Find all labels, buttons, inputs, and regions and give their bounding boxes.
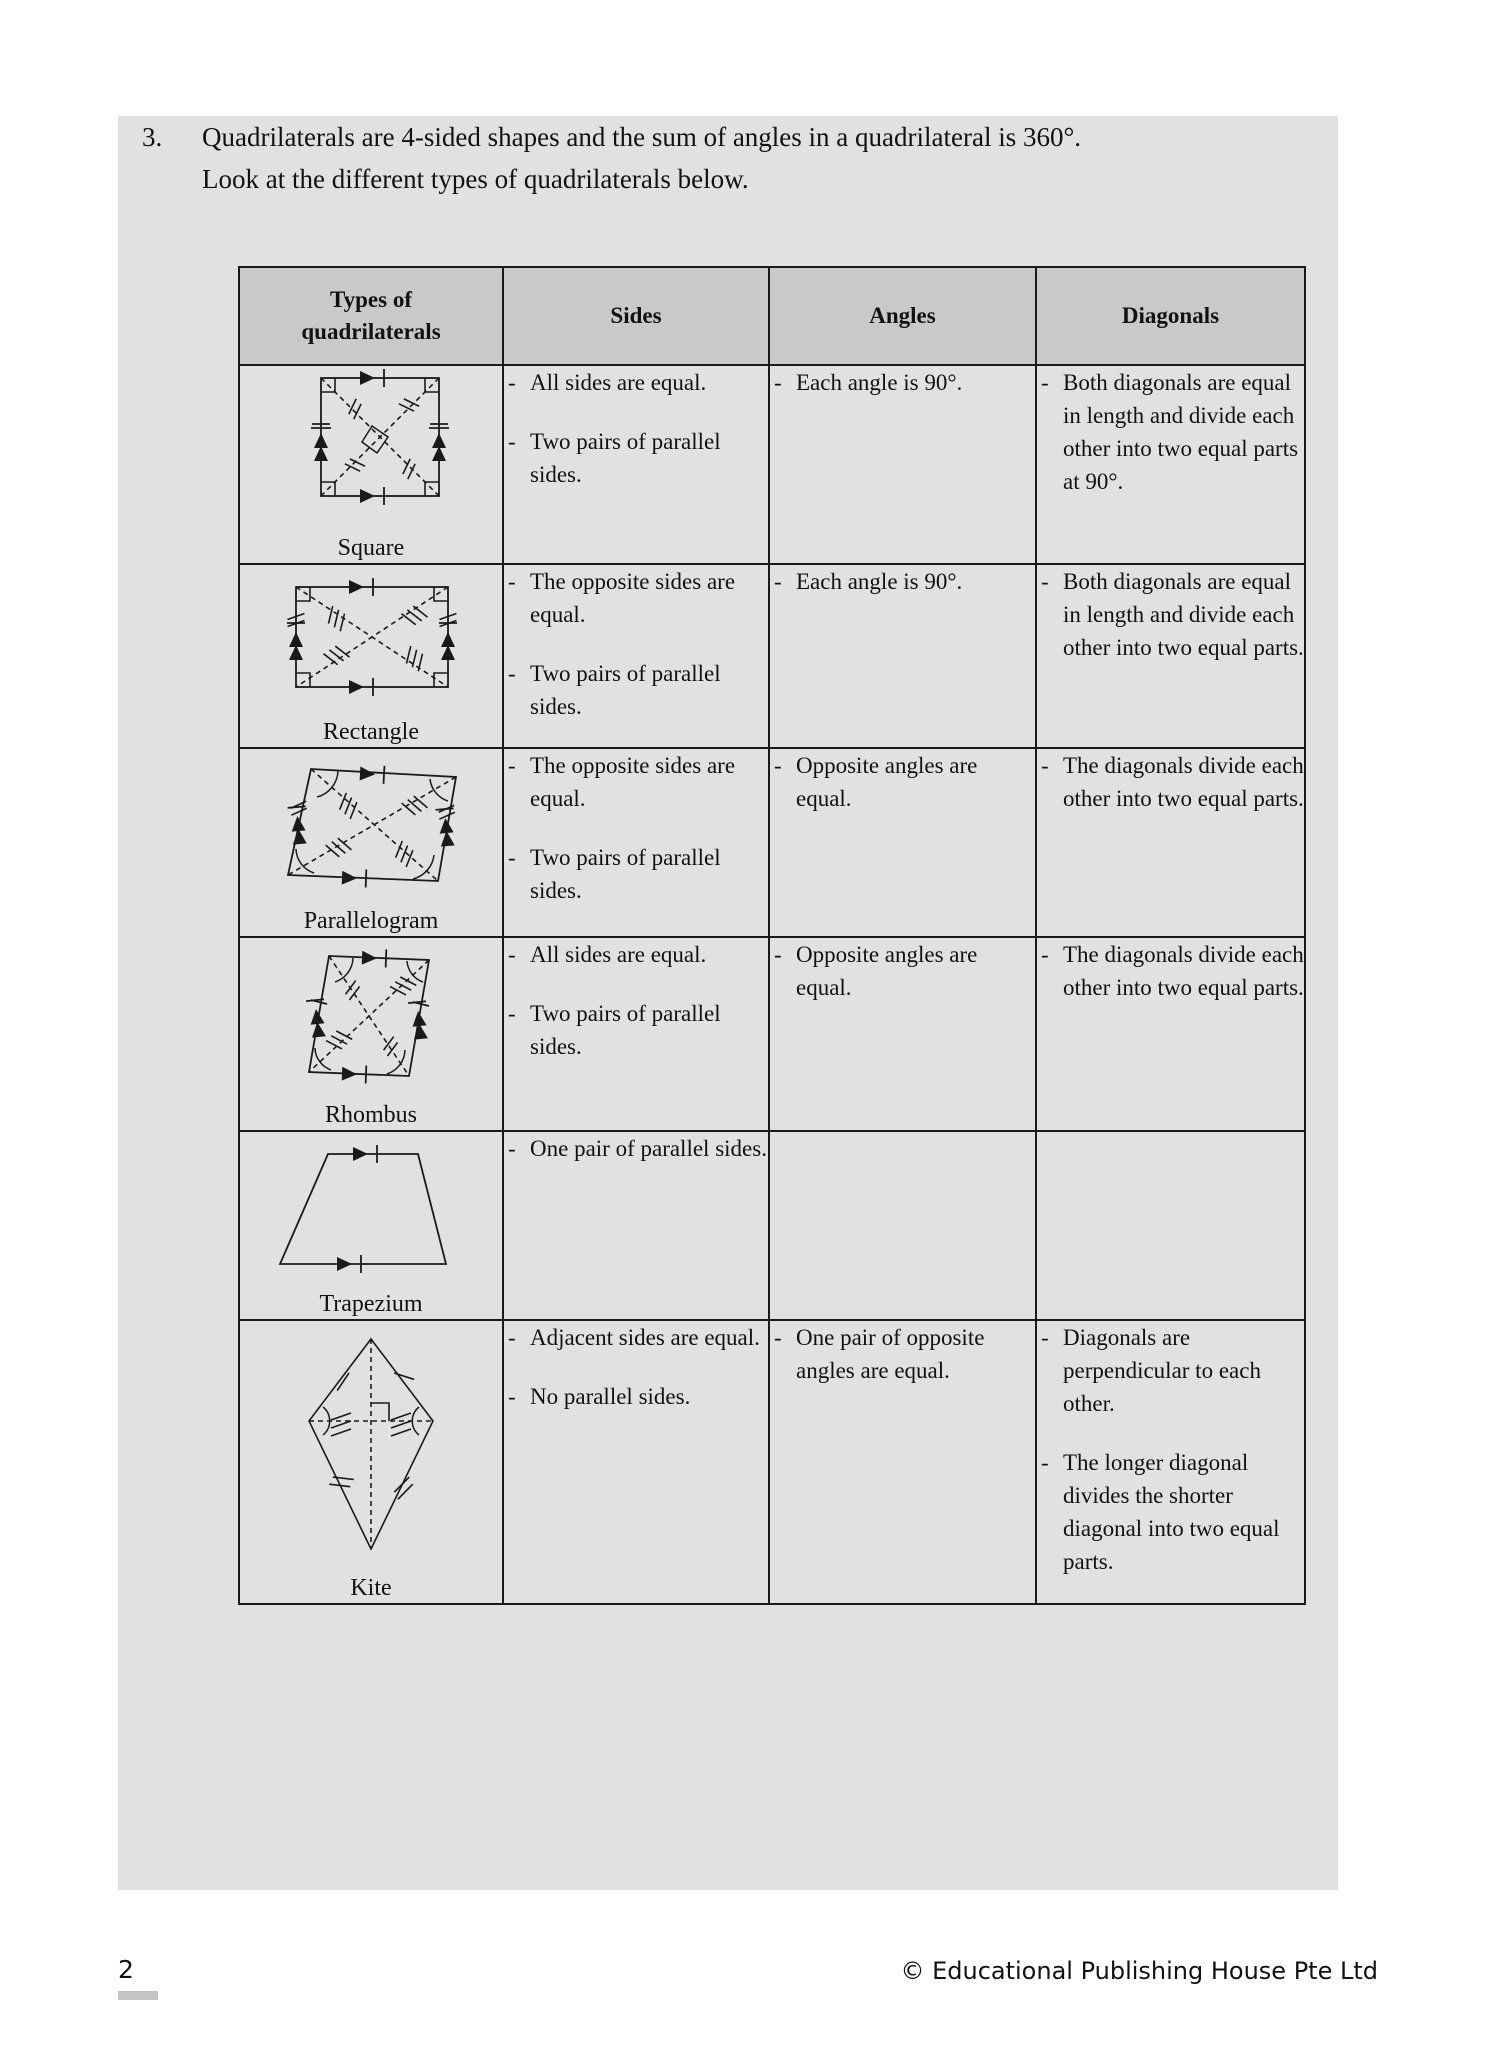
diagonals-list <box>1037 565 1304 664</box>
bullet-dash: - <box>1041 569 1049 594</box>
rectangle-diagram <box>240 565 502 715</box>
bullet-dash: - <box>1041 1450 1049 1475</box>
cell-sides <box>503 937 769 1131</box>
sides-item-text: One pair of parallel sides. <box>530 1136 767 1161</box>
sides-item-text: No parallel sides. <box>530 1384 691 1409</box>
column-header-types <box>239 267 503 365</box>
diagonals-item-text: Both diagonals are equal in length and divide each other into two equal parts. <box>1063 569 1304 660</box>
sides-list <box>504 1132 768 1165</box>
angles-item-text: Each angle is 90°. <box>796 569 963 594</box>
diagonals-item <box>1037 1321 1304 1420</box>
question-block <box>118 116 1338 200</box>
bullet-dash: - <box>1041 942 1049 967</box>
cell-diagonals <box>1036 1131 1305 1320</box>
angles-list <box>770 366 1035 399</box>
sides-item <box>504 997 768 1063</box>
cell-angles <box>769 1131 1036 1320</box>
bullet-dash: - <box>508 1001 516 1026</box>
cell-shape <box>239 1320 503 1604</box>
quadrilaterals-table <box>238 266 1306 1605</box>
column-header-types-line2: quadrilaterals <box>301 319 441 344</box>
bullet-dash: - <box>1041 370 1049 395</box>
sides-item <box>504 565 768 631</box>
angles-item-text: Opposite angles are equal. <box>796 753 978 811</box>
cell-shape <box>239 748 503 937</box>
sides-item <box>504 366 768 399</box>
cell-shape <box>239 937 503 1131</box>
diagonals-list <box>1037 366 1304 498</box>
sides-item-text: The opposite sides are equal. <box>530 569 736 627</box>
bullet-dash: - <box>774 753 782 778</box>
sides-item-text: Two pairs of parallel sides. <box>530 429 721 487</box>
cell-angles <box>769 937 1036 1131</box>
sides-item <box>504 425 768 491</box>
cell-sides <box>503 365 769 564</box>
cell-sides <box>503 748 769 937</box>
angles-item-text: One pair of opposite angles are equal. <box>796 1325 985 1383</box>
angles-item <box>770 938 1035 1004</box>
cell-diagonals <box>1036 1320 1305 1604</box>
question-text <box>202 116 1081 200</box>
shape-label: Trapezium <box>319 1291 423 1317</box>
sides-item-text: Two pairs of parallel sides. <box>530 1001 721 1059</box>
sides-item-text: Adjacent sides are equal. <box>530 1325 760 1350</box>
bullet-dash: - <box>774 1325 782 1350</box>
bullet-dash: - <box>508 429 516 454</box>
bullet-dash: - <box>508 1136 516 1161</box>
table-body <box>239 365 1305 1604</box>
bullet-dash: - <box>508 1325 516 1350</box>
sides-item-text: The opposite sides are equal. <box>530 753 736 811</box>
bullet-dash: - <box>1041 753 1049 778</box>
angles-list <box>770 749 1035 815</box>
cell-angles <box>769 365 1036 564</box>
diagonals-list <box>1037 749 1304 815</box>
angles-item-text: Each angle is 90°. <box>796 370 963 395</box>
sides-list <box>504 749 768 907</box>
cell-angles <box>769 748 1036 937</box>
shape-label: Rhombus <box>324 1102 417 1128</box>
cell-diagonals <box>1036 748 1305 937</box>
angles-item <box>770 565 1035 598</box>
question-number: 3. <box>142 122 163 152</box>
shape-label: Parallelogram <box>303 908 439 934</box>
question-line-1: Quadrilaterals are 4-sided shapes and the sum of angles in a quadrilateral is 360°. <box>202 122 1082 152</box>
page-footer <box>118 1955 1378 2015</box>
cell-shape <box>239 564 503 748</box>
page-number-underline <box>118 1991 158 2000</box>
diagonals-item <box>1037 1446 1304 1578</box>
sides-item <box>504 1132 768 1165</box>
worksheet-page <box>118 116 1338 1890</box>
angles-item <box>770 366 1035 399</box>
shape-label: Kite <box>350 1575 392 1601</box>
table-row <box>239 1320 1305 1604</box>
bullet-dash: - <box>1041 1325 1049 1350</box>
diagonals-list <box>1037 1321 1304 1578</box>
diagonals-item <box>1037 749 1304 815</box>
sides-item-text: Two pairs of parallel sides. <box>530 661 721 719</box>
angles-list <box>770 1321 1035 1387</box>
cell-sides <box>503 1320 769 1604</box>
sides-item <box>504 1321 768 1354</box>
sides-item-text: All sides are equal. <box>530 942 707 967</box>
parallelogram-diagram <box>240 749 502 904</box>
bullet-dash: - <box>774 569 782 594</box>
shape-label: Rectangle <box>323 719 419 745</box>
column-header-diagonals: Diagonals <box>1036 267 1305 365</box>
sides-item <box>504 749 768 815</box>
diagonals-item <box>1037 565 1304 664</box>
column-header-types-line1: Types of <box>330 287 412 312</box>
sides-list <box>504 565 768 723</box>
sides-item <box>504 841 768 907</box>
sides-item <box>504 657 768 723</box>
cell-diagonals <box>1036 937 1305 1131</box>
angles-list <box>770 938 1035 1004</box>
bullet-dash: - <box>774 942 782 967</box>
shape-label: Square <box>337 535 405 561</box>
cell-sides <box>503 1131 769 1320</box>
copyright-notice: © Educational Publishing House Pte Ltd <box>900 1957 1378 1985</box>
diagonals-item-text: The longer diagonal divides the shorter diagonal into two equal parts. <box>1063 1450 1280 1574</box>
question-line-2: Look at the different types of quadrilaterals below. <box>202 164 749 194</box>
table-row <box>239 564 1305 748</box>
table-row <box>239 1131 1305 1320</box>
sides-item <box>504 938 768 971</box>
table-row <box>239 937 1305 1131</box>
diagonals-item <box>1037 938 1304 1004</box>
sides-item-text: All sides are equal. <box>530 370 707 395</box>
angles-list <box>770 565 1035 598</box>
column-header-angles: Angles <box>769 267 1036 365</box>
column-header-sides: Sides <box>503 267 769 365</box>
bullet-dash: - <box>508 1384 516 1409</box>
trapezium-diagram <box>240 1132 502 1287</box>
cell-angles <box>769 564 1036 748</box>
cell-diagonals <box>1036 564 1305 748</box>
bullet-dash: - <box>508 753 516 778</box>
diagonals-item-text: The diagonals divide each other into two equal parts. <box>1063 753 1304 811</box>
angles-item <box>770 749 1035 815</box>
rhombus-diagram <box>240 938 502 1098</box>
table-header-row <box>239 267 1305 365</box>
table-row <box>239 748 1305 937</box>
diagonals-item <box>1037 366 1304 498</box>
angles-item <box>770 1321 1035 1387</box>
bullet-dash: - <box>508 370 516 395</box>
page-number: 2 <box>118 1955 134 1984</box>
cell-diagonals <box>1036 365 1305 564</box>
kite-diagram <box>240 1321 502 1571</box>
cell-sides <box>503 564 769 748</box>
sides-item-text: Two pairs of parallel sides. <box>530 845 721 903</box>
cell-angles <box>769 1320 1036 1604</box>
bullet-dash: - <box>508 569 516 594</box>
sides-list <box>504 366 768 491</box>
sides-list <box>504 938 768 1063</box>
bullet-dash: - <box>774 370 782 395</box>
sides-list <box>504 1321 768 1413</box>
diagonals-list <box>1037 938 1304 1004</box>
table-row <box>239 365 1305 564</box>
bullet-dash: - <box>508 845 516 870</box>
bullet-dash: - <box>508 942 516 967</box>
sides-item <box>504 1380 768 1413</box>
cell-shape <box>239 365 503 564</box>
square-diagram <box>240 366 502 531</box>
cell-shape <box>239 1131 503 1320</box>
diagonals-item-text: Diagonals are perpendicular to each other. <box>1063 1325 1261 1416</box>
bullet-dash: - <box>508 661 516 686</box>
diagonals-item-text: The diagonals divide each other into two equal parts. <box>1063 942 1304 1000</box>
diagonals-item-text: Both diagonals are equal in length and divide each other into two equal parts at 90°. <box>1063 370 1299 494</box>
angles-item-text: Opposite angles are equal. <box>796 942 978 1000</box>
